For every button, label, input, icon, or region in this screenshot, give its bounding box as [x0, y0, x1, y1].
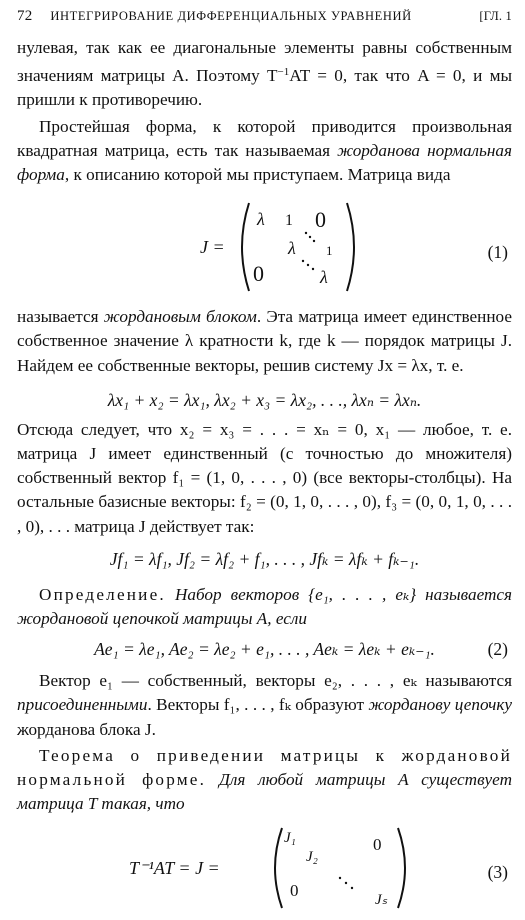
- matrix-entry-one-2: 1: [326, 243, 333, 259]
- paragraph-2: Простейшая форма, к которой приводится произвольная квадратная матрица, есть так называемая жорданова нормальная форма, к описанию которой мы приступаем. Матрица вида: [17, 116, 512, 185]
- eq1-lhs: J =: [200, 237, 225, 258]
- running-title: ИНТЕГРИРОВАНИЕ ДИФФЕРЕНЦИАЛЬНЫХ УРАВНЕНИЙ: [50, 9, 412, 23]
- definition: [17, 583, 512, 631]
- block-j1: J₁: [284, 830, 296, 847]
- chapter-mark: [ГЛ. 1: [479, 9, 512, 23]
- equation-3-tag: (3): [487, 862, 508, 883]
- matrix-entry-lambda-1: λ: [257, 209, 265, 230]
- matrix-entry-lambda-2: λ: [288, 238, 296, 259]
- equation-1-tag: (1): [487, 242, 508, 263]
- matrix-entry-lambda-3: λ: [320, 267, 328, 288]
- paragraph-1: нулевая, так как ее диагональные элементы равны собственным значениям матрицы A. Поэтому $T^{-1}AT = 0$, так что A = 0, и мы пришли к противоречию.: [17, 38, 512, 110]
- paragraph-4: Отсюда следует, что x₂ = x₃ = . . . = xₙ = 0, x₁ — любое, т. е. матрица J имеет единственный (с точностью до множителя) собственный вектор f₁ = (1, 0, . . . , 0) (все векторы-столбцы). На остальные базисные векторы: f₂ = (0, 1, 0, . . . , 0), f₃ = (0, 0, 1, 0, . . . , 0), . . . матрица J действует так:: [17, 419, 512, 536]
- matrix-zero-upper-3: 0: [373, 835, 382, 855]
- equation-system: λx₁ + x₂ = λx₁, λx₂ + x₃ = λx₂, . . ., λxₙ = λxₙ.: [107, 389, 422, 410]
- definition-label: Определение.: [39, 584, 166, 604]
- equation-3: [17, 816, 512, 920]
- matrix-entry-one-1: 1: [285, 212, 293, 230]
- theorem: [17, 744, 512, 817]
- paragraph-3: называется жордановым блоком. Эта матрица имеет единственное собственное значение λ кратности k, где k — порядок матрицы J. Найдем ее собственные векторы, решив систему Jx = λx, т. е.: [17, 307, 512, 375]
- jordan-block-matrix: [17, 187, 512, 305]
- equation-2: Ae₁ = λe₁, Ae₂ = λe₂ + e₁, . . . , Aeₖ = λeₖ + eₖ₋₁. (2): [94, 639, 508, 660]
- book-page: [17, 8, 512, 920]
- matrix-zero-lower-3: 0: [290, 881, 299, 901]
- equation-action: Jf₁ = λf₁, Jf₂ = λf₂ + f₁, . . . , Jfₖ = λfₖ + fₖ₋₁.: [109, 548, 420, 569]
- paragraph-5: Вектор e₁ — собственный, векторы e₂, . . . , eₖ называются присоединенными. Векторы f₁, . . . , fₖ образуют жорданову цепочку жорданова блока J.: [17, 671, 513, 739]
- equation-1: [17, 187, 512, 305]
- definition-text: Набор векторов {e₁, . . . , eₖ} называется жордановой цепочкой матрицы A, если: [17, 584, 512, 629]
- matrix-zero-upper: 0: [315, 207, 326, 233]
- theorem-text: Для любой матрицы A существует матрица T такая, что: [17, 770, 512, 814]
- equation-2-tag: (2): [487, 639, 508, 660]
- page-number: 72: [17, 8, 33, 24]
- eq3-lhs: T⁻¹AT = J =: [129, 858, 220, 879]
- block-j2: J₂: [306, 849, 318, 866]
- block-js: Jₛ: [375, 892, 388, 909]
- jordan-normal-form-matrix: [17, 816, 512, 920]
- theorem-label: Теорема о приведении матрицы к жордановой нормальной форме.: [17, 745, 512, 790]
- matrix-zero-lower: 0: [253, 261, 264, 287]
- page-header: [17, 8, 512, 30]
